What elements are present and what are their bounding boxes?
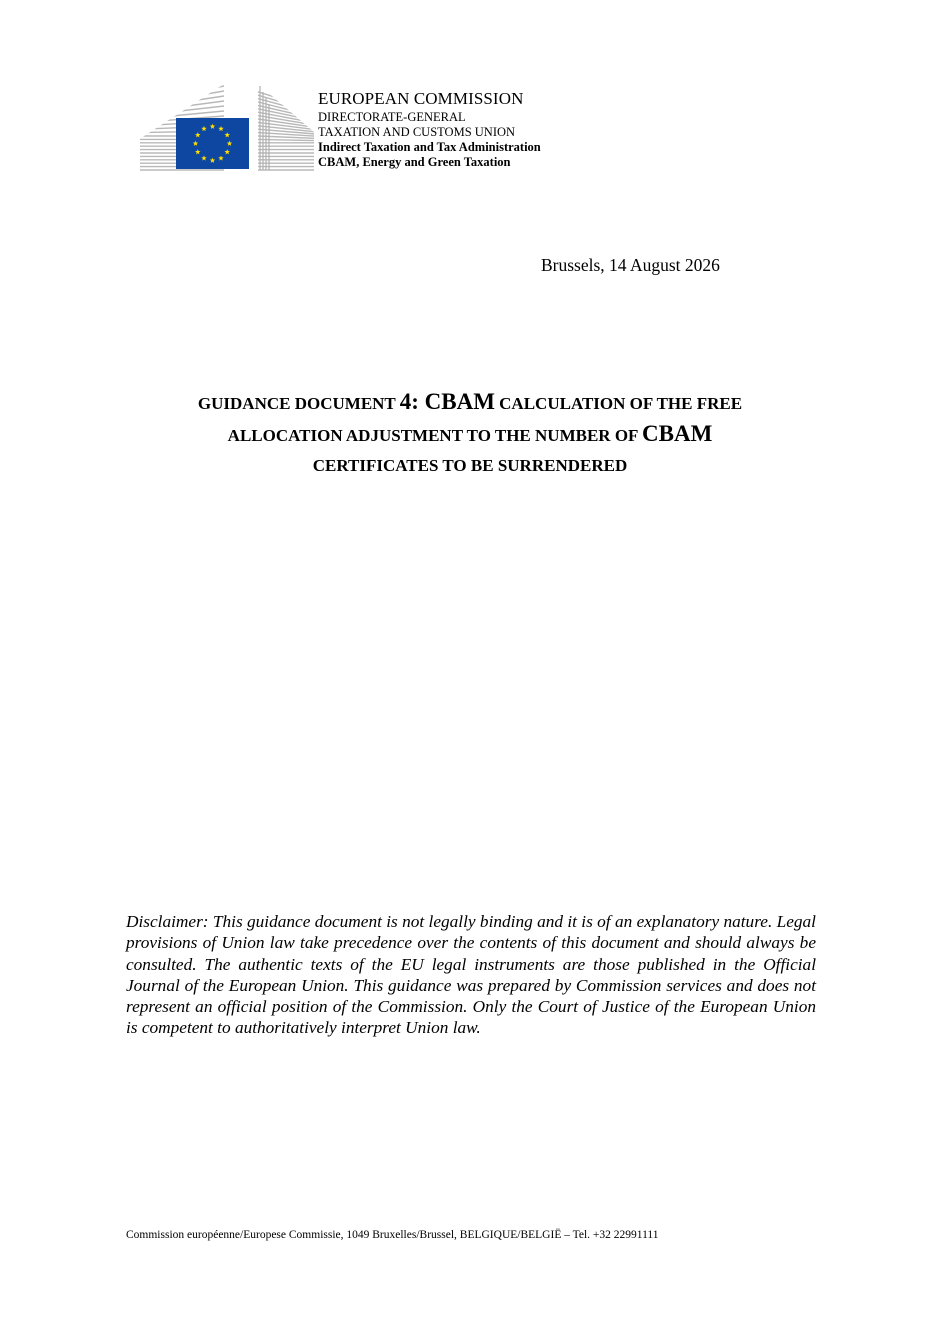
- european-commission-logo-graphic: [138, 82, 314, 174]
- letterhead: [318, 90, 541, 170]
- title-line-3: [100, 451, 840, 481]
- title-segment: CERTIFICATES TO BE SURRENDERED: [312, 456, 628, 475]
- title-line-1: [100, 387, 840, 419]
- disclaimer-paragraph: Disclaimer: This guidance document is not legally binding and it is of an explanatory nature. Legal provisions of Union law take precedence over the contents of this document and should always be consulted. The authentic texts of the EU legal instruments are those published in the Official Journal of the European Union. This guidance was prepared by Commission services and does not represent an official position of the Commission. Only the Court of Justice of the European Union is competent to authoritatively interpret Union law.: [126, 912, 816, 1038]
- logo-mask: [138, 172, 314, 174]
- title-line-2: [100, 419, 840, 451]
- title-segment: GUIDANCE DOCUMENT: [197, 394, 400, 413]
- european-commission-logo: [138, 82, 314, 174]
- directorate-general-line: DIRECTORATE-GENERAL: [318, 110, 466, 124]
- directorate-name-line: TAXATION AND CUSTOMS UNION: [318, 125, 516, 139]
- place-and-date: Brussels, 14 August 2026: [541, 255, 720, 275]
- title-segment: ALLOCATION ADJUSTMENT TO THE NUMBER OF: [227, 426, 643, 445]
- unit-name-line: CBAM, Energy and Green Taxation: [318, 155, 511, 169]
- title-segment: CALCULATION OF THE FREE: [494, 394, 743, 413]
- directorate-unit-line: Indirect Taxation and Tax Administration: [318, 140, 541, 154]
- title-segment: 4: CBAM: [399, 389, 495, 414]
- title-segment: CBAM: [642, 421, 713, 446]
- footer-address: Commission européenne/Europese Commissie, 1049 Bruxelles/Brussel, BELGIQUE/BELGIË – Tel. +32 22991111: [126, 1229, 659, 1241]
- document-title: [100, 387, 840, 481]
- organisation-name: EUROPEAN COMMISSION: [318, 89, 524, 108]
